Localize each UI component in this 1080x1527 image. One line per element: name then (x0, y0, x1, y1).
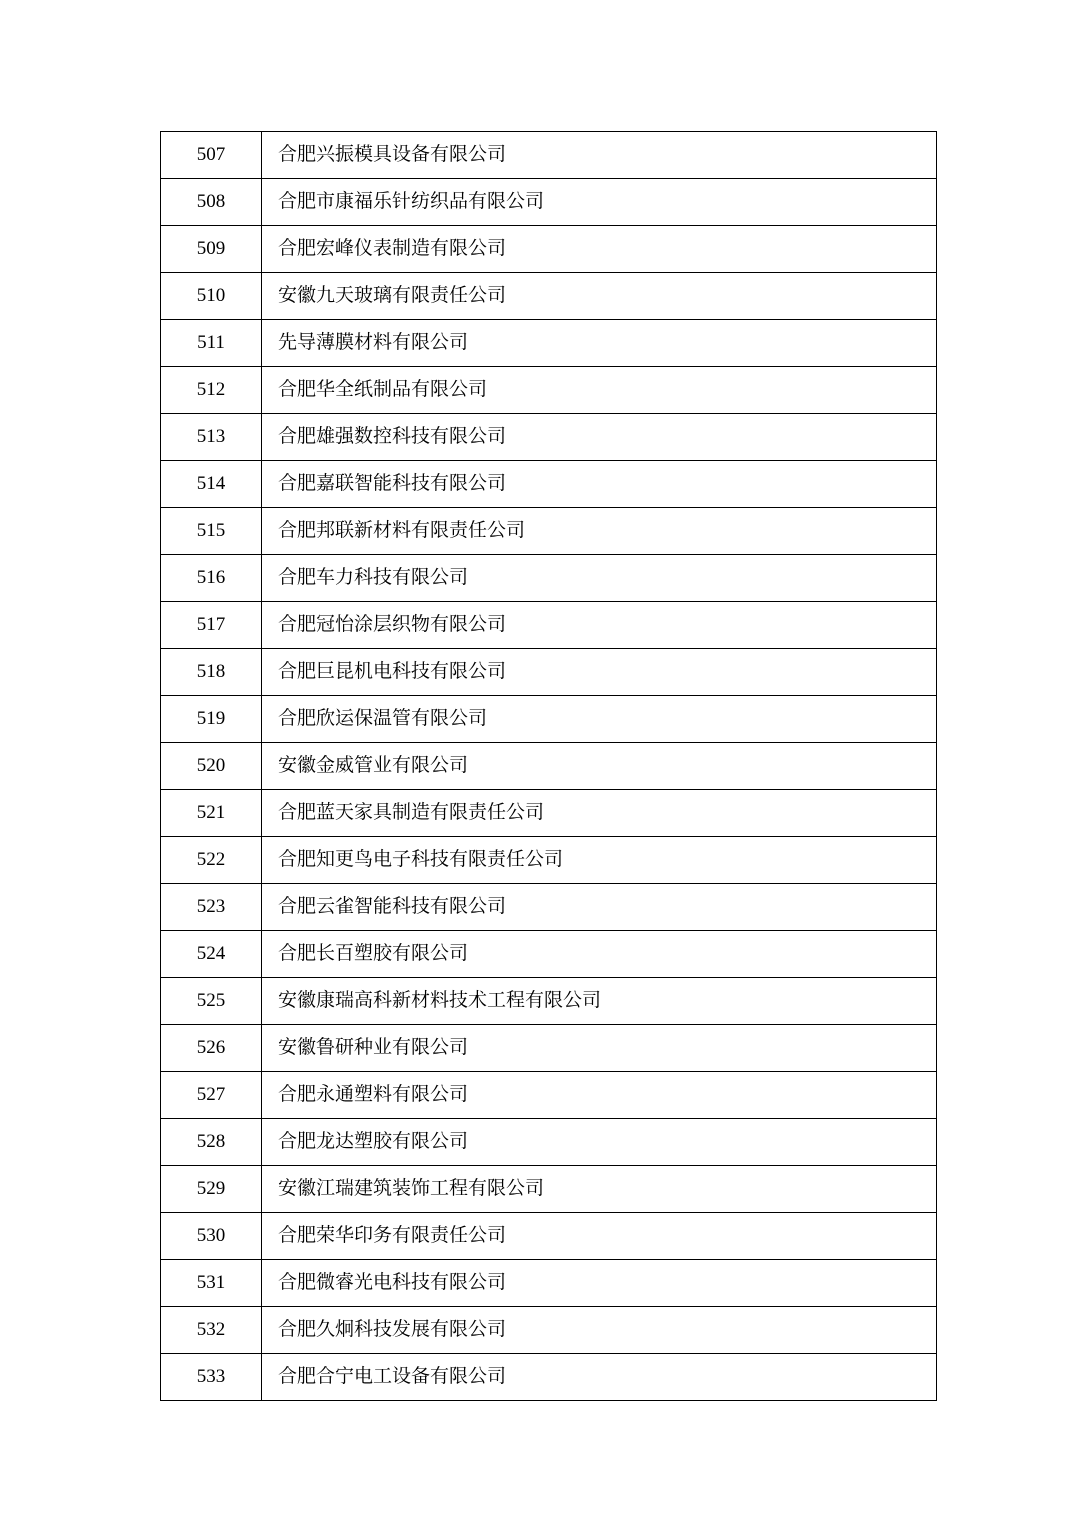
table-row (161, 132, 937, 179)
row-index-cell: 515 (161, 508, 262, 555)
company-name-cell: 合肥车力科技有限公司 (262, 555, 937, 602)
row-index-cell: 531 (161, 1260, 262, 1307)
table-row (161, 884, 937, 931)
row-index-cell: 529 (161, 1166, 262, 1213)
table-body (161, 132, 937, 1401)
row-index-cell: 533 (161, 1354, 262, 1401)
row-index-cell: 516 (161, 555, 262, 602)
company-name-cell: 合肥宏峰仪表制造有限公司 (262, 226, 937, 273)
company-name-cell: 安徽鲁研种业有限公司 (262, 1025, 937, 1072)
table-row (161, 320, 937, 367)
company-name-cell: 合肥云雀智能科技有限公司 (262, 884, 937, 931)
row-index-cell: 513 (161, 414, 262, 461)
company-name-cell: 合肥长百塑胶有限公司 (262, 931, 937, 978)
company-name-cell: 合肥久炯科技发展有限公司 (262, 1307, 937, 1354)
company-name-cell: 合肥巨昆机电科技有限公司 (262, 649, 937, 696)
table-row (161, 1072, 937, 1119)
table-row (161, 508, 937, 555)
table-row (161, 1213, 937, 1260)
company-name-cell: 合肥华全纸制品有限公司 (262, 367, 937, 414)
company-name-cell: 先导薄膜材料有限公司 (262, 320, 937, 367)
row-index-cell: 530 (161, 1213, 262, 1260)
table-row (161, 837, 937, 884)
table-row (161, 1307, 937, 1354)
row-index-cell: 517 (161, 602, 262, 649)
company-name-cell: 合肥蓝天家具制造有限责任公司 (262, 790, 937, 837)
company-name-cell: 合肥雄强数控科技有限公司 (262, 414, 937, 461)
table-row (161, 555, 937, 602)
row-index-cell: 526 (161, 1025, 262, 1072)
table-row (161, 1354, 937, 1401)
row-index-cell: 511 (161, 320, 262, 367)
table-row (161, 790, 937, 837)
company-name-cell: 合肥永通塑料有限公司 (262, 1072, 937, 1119)
company-name-cell: 合肥邦联新材料有限责任公司 (262, 508, 937, 555)
row-index-cell: 525 (161, 978, 262, 1025)
table-row (161, 743, 937, 790)
company-name-cell: 合肥欣运保温管有限公司 (262, 696, 937, 743)
table-row (161, 978, 937, 1025)
table-row (161, 1260, 937, 1307)
row-index-cell: 524 (161, 931, 262, 978)
company-name-cell: 安徽江瑞建筑装饰工程有限公司 (262, 1166, 937, 1213)
company-name-cell: 合肥市康福乐针纺织品有限公司 (262, 179, 937, 226)
row-index-cell: 507 (161, 132, 262, 179)
table-row (161, 367, 937, 414)
company-name-cell: 合肥荣华印务有限责任公司 (262, 1213, 937, 1260)
row-index-cell: 527 (161, 1072, 262, 1119)
company-name-cell: 安徽九天玻璃有限责任公司 (262, 273, 937, 320)
row-index-cell: 510 (161, 273, 262, 320)
table-row (161, 226, 937, 273)
row-index-cell: 519 (161, 696, 262, 743)
row-index-cell: 514 (161, 461, 262, 508)
company-name-cell: 合肥合宁电工设备有限公司 (262, 1354, 937, 1401)
row-index-cell: 509 (161, 226, 262, 273)
table-row (161, 1025, 937, 1072)
row-index-cell: 520 (161, 743, 262, 790)
table-row (161, 696, 937, 743)
row-index-cell: 518 (161, 649, 262, 696)
company-name-cell: 合肥微睿光电科技有限公司 (262, 1260, 937, 1307)
table-row (161, 179, 937, 226)
company-name-cell: 合肥龙达塑胶有限公司 (262, 1119, 937, 1166)
company-name-cell: 合肥冠怡涂层织物有限公司 (262, 602, 937, 649)
company-name-cell: 合肥嘉联智能科技有限公司 (262, 461, 937, 508)
table-row (161, 649, 937, 696)
row-index-cell: 522 (161, 837, 262, 884)
row-index-cell: 528 (161, 1119, 262, 1166)
table-row (161, 931, 937, 978)
company-name-cell: 安徽金威管业有限公司 (262, 743, 937, 790)
table-row (161, 273, 937, 320)
table-row (161, 1119, 937, 1166)
row-index-cell: 532 (161, 1307, 262, 1354)
table-row (161, 602, 937, 649)
table-row (161, 414, 937, 461)
company-name-cell: 合肥知更鸟电子科技有限责任公司 (262, 837, 937, 884)
company-name-cell: 合肥兴振模具设备有限公司 (262, 132, 937, 179)
row-index-cell: 512 (161, 367, 262, 414)
company-name-cell: 安徽康瑞高科新材料技术工程有限公司 (262, 978, 937, 1025)
row-index-cell: 508 (161, 179, 262, 226)
row-index-cell: 521 (161, 790, 262, 837)
row-index-cell: 523 (161, 884, 262, 931)
table-row (161, 1166, 937, 1213)
table-row (161, 461, 937, 508)
company-list-table (160, 131, 937, 1401)
